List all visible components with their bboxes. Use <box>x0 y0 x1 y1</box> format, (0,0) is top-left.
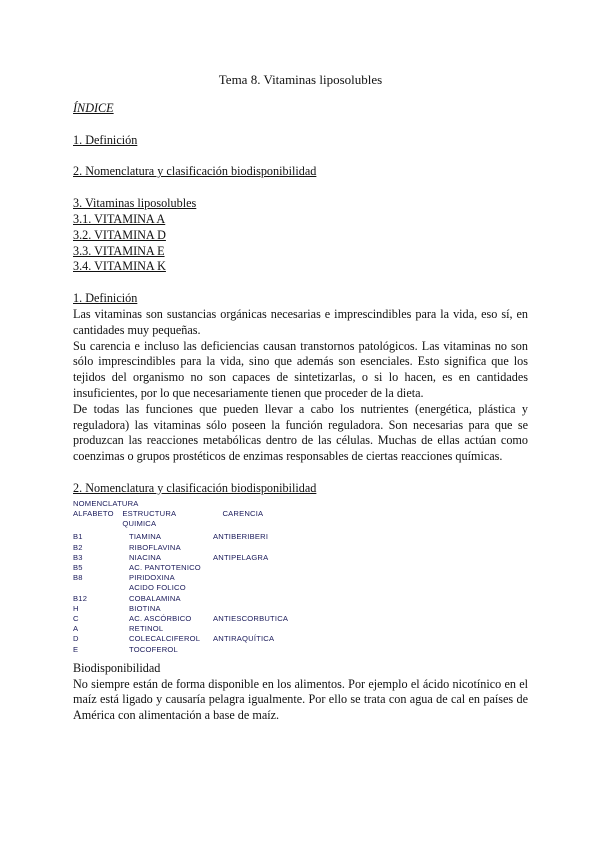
table-cell: PIRIDOXINA <box>129 573 175 583</box>
toc-link-nomenclatura[interactable]: 2. Nomenclatura y clasificación biodisponibilidad <box>73 164 317 179</box>
table-cell: B1 <box>73 532 83 542</box>
table-header: ESTRUCTURA QUIMICA <box>122 508 176 529</box>
table-row <box>73 614 293 624</box>
table-body <box>73 532 293 654</box>
table-cell: ANTIESCORBUTICA <box>213 613 289 623</box>
table-cell <box>213 563 293 573</box>
table-row <box>73 553 293 563</box>
toc-link-vitaminas-liposolubles[interactable]: 3. Vitaminas liposolubles <box>73 196 197 211</box>
index-heading: ÍNDICE <box>73 100 114 115</box>
table-cell: B12 <box>73 593 88 603</box>
table-header: ALFABETO <box>73 508 114 518</box>
table-cell: COBALAMINA <box>129 593 181 603</box>
table-cell: COLECALCIFEROL <box>129 634 201 644</box>
table-cell: D <box>73 634 79 644</box>
toc-link-vitamina-k[interactable]: 3.4. VITAMINA K <box>73 259 166 274</box>
toc-link-definicion[interactable]: 1. Definición <box>73 132 138 147</box>
table-caption: NOMENCLATURA <box>73 498 139 508</box>
table-cell: NIACINA <box>129 552 162 562</box>
table-cell <box>213 583 293 593</box>
table-cell: ANTIPELAGRA <box>213 552 269 562</box>
table-cell: ACIDO FOLICO <box>129 583 186 593</box>
table-row <box>73 532 293 542</box>
paragraph: Las vitaminas son sustancias orgánicas necesarias e imprescindibles para la vida, eso sí, en cantidades muy pequeñas. <box>73 306 528 337</box>
paragraph: No siempre están de forma disponible en los alimentos. Por ejemplo el ácido nicotínico en el maíz está ligado y causaría pelagra igualmente. Por ello se trata con agua de cal en países de América con alimentación a base de maíz. <box>73 676 528 723</box>
table-cell: RIBOFLAVINA <box>129 542 181 552</box>
table-cell: B2 <box>73 542 83 552</box>
section-heading-nomenclatura: 2. Nomenclatura y clasificación biodisponibilidad <box>73 480 317 495</box>
table-cell: H <box>73 603 79 613</box>
nomenclature-table-image <box>73 499 293 655</box>
table-cell: B8 <box>73 573 83 583</box>
table-row <box>73 645 293 655</box>
table-cell: RETINOL <box>129 624 164 634</box>
table-cell <box>213 573 293 583</box>
page-title: Tema 8. Vitaminas liposolubles <box>218 72 383 87</box>
table-row <box>73 634 293 644</box>
sub-heading-biodisponibilidad: Biodisponibilidad <box>73 660 161 675</box>
paragraph: De todas las funciones que pueden llevar a cabo los nutrientes (energética, plástica y reguladora) las vitaminas sólo poseen la función reguladora. Son necesarias para que se produzcan las reacciones metabólicas dentro de las células. Muchas de ellas actúan como coenzimas o grupos prostéticos de enzimas responsables de ciertas reacciones químicas. <box>73 401 528 464</box>
table-header: CARENCIA <box>222 508 264 518</box>
table-row <box>73 624 293 634</box>
table-row <box>73 573 293 583</box>
table-cell <box>213 645 293 655</box>
toc-link-vitamina-e[interactable]: 3.3. VITAMINA E <box>73 243 165 258</box>
table-row <box>73 604 293 614</box>
table-row <box>73 563 293 573</box>
table-cell: BIOTINA <box>129 603 161 613</box>
table-row <box>73 583 293 593</box>
table-cell <box>213 624 293 634</box>
table-cell: AC. PANTOTENICO <box>129 562 201 572</box>
table-cell: A <box>73 624 79 634</box>
table-row <box>73 594 293 604</box>
paragraph: Su carencia e incluso las deficiencias causan transtornos patológicos. Las vitaminas no son sólo imprescindibles para la vida, sino que además son esenciales. Esto significa que los tejidos del organismo no son capaces de sintetizarlas, o si lo hacen, es en cantidades insuficientes, por lo que necesariamente tienen que proceder de la dieta. <box>73 338 528 400</box>
table-cell <box>73 583 129 593</box>
table-cell: B5 <box>73 562 83 572</box>
table-cell: C <box>73 613 79 623</box>
table-cell <box>213 604 293 614</box>
document-page <box>73 72 528 724</box>
table-cell: E <box>73 644 79 654</box>
table-cell: B3 <box>73 552 83 562</box>
table-header-row <box>73 509 293 529</box>
table-cell: TIAMINA <box>129 532 162 542</box>
table-cell <box>213 543 293 553</box>
table-cell: ANTIBERIBERI <box>213 532 269 542</box>
table-of-contents <box>73 133 528 276</box>
table-row <box>73 543 293 553</box>
table-cell <box>213 594 293 604</box>
toc-link-vitamina-d[interactable]: 3.2. VITAMINA D <box>73 227 166 242</box>
section-heading-definicion: 1. Definición <box>73 291 138 306</box>
table-cell: ANTIRAQUÍTICA <box>213 634 275 644</box>
table-cell: TOCOFEROL <box>129 644 178 654</box>
toc-link-vitamina-a[interactable]: 3.1. VITAMINA A <box>73 211 166 226</box>
table-cell: AC. ASCÓRBICO <box>129 613 192 623</box>
